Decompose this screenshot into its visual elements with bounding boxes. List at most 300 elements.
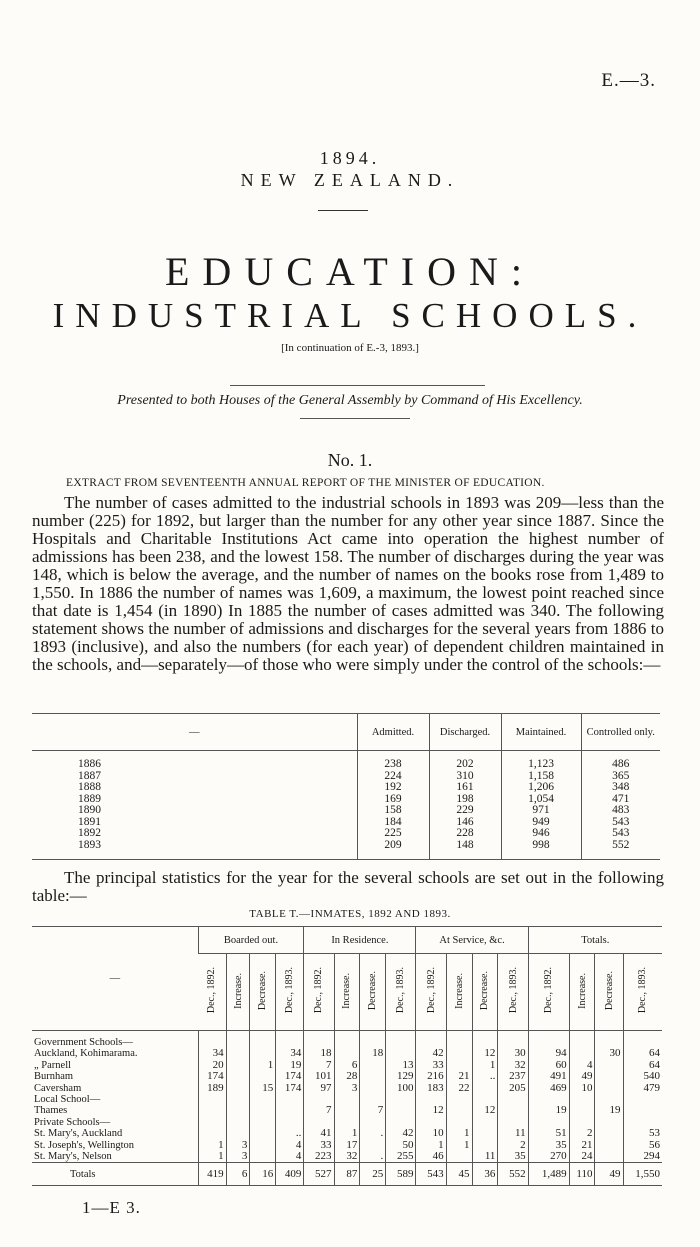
- value-cell: 64: [623, 1060, 662, 1071]
- value-cell: 237: [498, 1071, 528, 1082]
- table-row: [32, 782, 660, 794]
- value-cell: [386, 1094, 416, 1105]
- value-cell: 1: [446, 1128, 472, 1139]
- sub-column-label: Dec., 1893.: [637, 967, 649, 1014]
- school-name-cell: St. Mary's, Auckland: [34, 1128, 123, 1140]
- divider: [318, 210, 368, 211]
- value-cell: 34: [276, 1048, 304, 1059]
- value-cell: [623, 1031, 662, 1049]
- total-value-cell: 110: [569, 1163, 595, 1186]
- value-cell: [569, 1105, 595, 1116]
- value-cell: [226, 1071, 250, 1082]
- document-reference: E.—3.: [601, 70, 656, 91]
- value-cell: 255: [386, 1151, 416, 1163]
- value-cell: 543: [581, 817, 660, 829]
- value-cell: 33: [416, 1060, 446, 1071]
- value-cell: [360, 1031, 386, 1049]
- school-name-cell: Local School—: [34, 1094, 101, 1106]
- value-cell: [595, 1117, 623, 1128]
- total-value-cell: 16: [250, 1163, 276, 1186]
- value-cell: ..: [276, 1128, 304, 1139]
- value-cell: 3: [226, 1151, 250, 1163]
- table-row: [32, 817, 660, 829]
- group-header: In Residence.: [304, 927, 416, 954]
- value-cell: 12: [472, 1048, 498, 1059]
- group-header: At Service, &c.: [416, 927, 528, 954]
- value-cell: 51: [528, 1128, 569, 1139]
- value-cell: [360, 1071, 386, 1082]
- total-value-cell: 49: [595, 1163, 623, 1186]
- value-cell: 1: [198, 1151, 226, 1163]
- value-cell: 471: [581, 794, 660, 806]
- value-cell: 540: [623, 1071, 662, 1082]
- value-cell: 28: [334, 1071, 360, 1082]
- table-row: [32, 1048, 662, 1059]
- value-cell: 310: [429, 771, 501, 783]
- column-header: Controlled only.: [581, 714, 660, 751]
- value-cell: 15: [250, 1083, 276, 1094]
- column-header: Discharged.: [429, 714, 501, 751]
- value-cell: [250, 1094, 276, 1105]
- value-cell: [623, 1094, 662, 1105]
- section-number: No. 1.: [327, 450, 373, 470]
- value-cell: [334, 1031, 360, 1049]
- value-cell: 223: [304, 1151, 334, 1163]
- value-cell: 17: [334, 1140, 360, 1151]
- value-cell: [334, 1105, 360, 1116]
- value-cell: 35: [528, 1140, 569, 1151]
- value-cell: [498, 1094, 528, 1105]
- value-cell: 174: [198, 1071, 226, 1082]
- value-cell: 205: [498, 1083, 528, 1094]
- value-cell: 21: [446, 1071, 472, 1082]
- total-value-cell: 45: [446, 1163, 472, 1186]
- value-cell: [498, 1105, 528, 1116]
- value-cell: 479: [623, 1083, 662, 1094]
- value-cell: 1,206: [501, 782, 581, 794]
- value-cell: [250, 1128, 276, 1139]
- sub-column-header: [226, 954, 250, 1031]
- page-footer: 1—E 3.: [82, 1198, 141, 1217]
- value-cell: 486: [581, 751, 660, 771]
- table-row: [32, 1071, 662, 1082]
- value-cell: [226, 1060, 250, 1071]
- value-cell: 1,123: [501, 751, 581, 771]
- value-cell: 60: [528, 1060, 569, 1071]
- column-header: —: [32, 927, 198, 1031]
- total-value-cell: 527: [304, 1163, 334, 1186]
- value-cell: 2: [498, 1140, 528, 1151]
- total-value-cell: 1,489: [528, 1163, 569, 1186]
- value-cell: 158: [357, 805, 429, 817]
- year-cell: 1889: [78, 792, 101, 805]
- school-name-cell: „ Parnell: [34, 1059, 72, 1071]
- school-name-cell: Thames: [34, 1105, 68, 1117]
- value-cell: 348: [581, 782, 660, 794]
- value-cell: 21: [569, 1140, 595, 1151]
- sub-column-header: [304, 954, 334, 1031]
- school-name-cell: Government Schools—: [34, 1037, 133, 1048]
- value-cell: 491: [528, 1071, 569, 1082]
- value-cell: 53: [623, 1128, 662, 1139]
- value-cell: [498, 1031, 528, 1049]
- school-name-cell: Burnham: [34, 1071, 74, 1083]
- value-cell: [276, 1105, 304, 1116]
- table-row: [32, 1105, 662, 1116]
- total-value-cell: 552: [498, 1163, 528, 1186]
- sub-column-label: Increase.: [341, 972, 353, 1009]
- value-cell: 1: [250, 1060, 276, 1071]
- value-cell: 2: [569, 1128, 595, 1139]
- sub-column-header: [528, 954, 569, 1031]
- group-header: Totals.: [528, 927, 662, 954]
- table-row: [32, 1117, 662, 1128]
- value-cell: 56: [623, 1140, 662, 1151]
- value-cell: 49: [569, 1071, 595, 1082]
- value-cell: [472, 1083, 498, 1094]
- value-cell: 1: [334, 1128, 360, 1139]
- sub-column-header: [416, 954, 446, 1031]
- value-cell: [446, 1048, 472, 1059]
- sub-column-header: [446, 954, 472, 1031]
- sub-column-header: [360, 954, 386, 1031]
- section-heading: EXTRACT FROM SEVENTEENTH ANNUAL REPORT OF THE MINISTER OF EDUCATION.: [66, 477, 545, 489]
- value-cell: 50: [386, 1140, 416, 1151]
- sub-column-header: [472, 954, 498, 1031]
- totals-row: [32, 1163, 662, 1186]
- value-cell: 7: [360, 1105, 386, 1116]
- value-cell: 146: [429, 817, 501, 829]
- value-cell: 13: [386, 1060, 416, 1071]
- value-cell: [446, 1105, 472, 1116]
- sub-column-label: Dec., 1893.: [507, 967, 519, 1014]
- school-name-cell: Private Schools—: [34, 1116, 111, 1128]
- body-paragraph: The number of cases admitted to the industrial schools in 1893 was 209—less than the number (225) for 1892, but larger than the number for any other year since 1887. Since the Hospitals and Charitable Institutions Act came into operation the highest number of admissions has been 238, and the lowest 158. The number of discharges during the year was 148, which is below the average, and the number of names on the books rose from 1,489 to 1,550. In 1886 the number of names was 1,609, a maximum, the lowest point reached since that date is 1,454 (in 1890) In 1885 the number of cases admitted was 340. The following statement shows the number of admissions and discharges for the several years from 1886 to 1893 (inclusive), and also the numbers (for each year) of dependent children maintained in the schools, and—separately—of those who were simply under the control of the schools:—: [32, 493, 664, 674]
- table-row: [32, 1083, 662, 1094]
- value-cell: 4: [276, 1151, 304, 1163]
- table-row: [32, 840, 660, 860]
- value-cell: [595, 1031, 623, 1049]
- total-value-cell: 543: [416, 1163, 446, 1186]
- sub-column-label: Increase.: [453, 972, 465, 1009]
- value-cell: [276, 1031, 304, 1049]
- value-cell: 971: [501, 805, 581, 817]
- value-cell: 6: [334, 1060, 360, 1071]
- table-header-row: [32, 714, 660, 751]
- divider: [230, 385, 485, 386]
- value-cell: ..: [472, 1071, 498, 1082]
- column-header: Maintained.: [501, 714, 581, 751]
- total-value-cell: 1,550: [623, 1163, 662, 1186]
- value-cell: .: [360, 1151, 386, 1163]
- value-cell: 19: [276, 1060, 304, 1071]
- value-cell: 270: [528, 1151, 569, 1163]
- value-cell: 184: [357, 817, 429, 829]
- value-cell: [386, 1031, 416, 1049]
- sub-column-label: Decrease.: [367, 970, 379, 1011]
- value-cell: 1: [446, 1140, 472, 1151]
- group-header-row: [32, 927, 662, 954]
- table-row: [32, 1151, 662, 1163]
- value-cell: 4: [569, 1060, 595, 1071]
- table-row: [32, 1128, 662, 1139]
- value-cell: 365: [581, 771, 660, 783]
- year-cell: 1890: [78, 804, 101, 816]
- value-cell: 949: [501, 817, 581, 829]
- value-cell: 32: [498, 1060, 528, 1071]
- body-paragraph: The principal statistics for the year for the several schools are set out in the following table:—: [32, 868, 664, 905]
- value-cell: 148: [429, 840, 501, 860]
- value-cell: 11: [472, 1151, 498, 1163]
- value-cell: [446, 1151, 472, 1163]
- value-cell: 294: [623, 1151, 662, 1163]
- sub-column-header: [623, 954, 662, 1031]
- sub-column-label: Dec., 1893.: [284, 967, 296, 1014]
- sub-column-header: [276, 954, 304, 1031]
- value-cell: [250, 1071, 276, 1082]
- value-cell: 94: [528, 1048, 569, 1059]
- value-cell: 169: [357, 794, 429, 806]
- value-cell: 1: [198, 1140, 226, 1151]
- value-cell: 97: [304, 1083, 334, 1094]
- country-heading: NEW ZEALAND.: [240, 170, 460, 190]
- year-cell: 1891: [78, 815, 101, 828]
- value-cell: 198: [429, 794, 501, 806]
- document-year: 1894.: [319, 148, 381, 168]
- sub-column-label: Decrease.: [603, 970, 615, 1011]
- value-cell: [276, 1094, 304, 1105]
- sub-column-header: [498, 954, 528, 1031]
- sub-column-header: [595, 954, 623, 1031]
- value-cell: 33: [304, 1140, 334, 1151]
- page-title: EDUCATION:: [165, 249, 535, 294]
- value-cell: [595, 1060, 623, 1071]
- value-cell: [198, 1031, 226, 1049]
- value-cell: [226, 1094, 250, 1105]
- value-cell: 946: [501, 828, 581, 840]
- continuation-note: [In continuation of E.-3, 1893.]: [281, 342, 419, 354]
- value-cell: [623, 1105, 662, 1116]
- value-cell: 7: [304, 1105, 334, 1116]
- value-cell: 228: [429, 828, 501, 840]
- value-cell: [198, 1128, 226, 1139]
- value-cell: 998: [501, 840, 581, 860]
- value-cell: [226, 1031, 250, 1049]
- column-header: —: [32, 714, 357, 751]
- value-cell: [226, 1117, 250, 1128]
- total-value-cell: 409: [276, 1163, 304, 1186]
- value-cell: [198, 1117, 226, 1128]
- value-cell: 192: [357, 782, 429, 794]
- value-cell: 129: [386, 1071, 416, 1082]
- sub-column-label: Dec., 1892.: [543, 967, 555, 1014]
- value-cell: [360, 1060, 386, 1071]
- value-cell: 189: [198, 1083, 226, 1094]
- value-cell: [250, 1117, 276, 1128]
- value-cell: 35: [498, 1151, 528, 1163]
- total-value-cell: 419: [198, 1163, 226, 1186]
- page-subtitle: INDUSTRIAL SCHOOLS.: [52, 296, 648, 335]
- value-cell: 101: [304, 1071, 334, 1082]
- totals-label: Totals: [32, 1163, 198, 1186]
- value-cell: [472, 1128, 498, 1139]
- value-cell: 30: [595, 1048, 623, 1059]
- value-cell: [595, 1151, 623, 1163]
- value-cell: 42: [416, 1048, 446, 1059]
- value-cell: [198, 1094, 226, 1105]
- value-cell: 229: [429, 805, 501, 817]
- school-name-cell: Caversham: [34, 1082, 82, 1094]
- admissions-table: [32, 713, 660, 860]
- value-cell: 24: [569, 1151, 595, 1163]
- value-cell: [226, 1128, 250, 1139]
- value-cell: 18: [360, 1048, 386, 1059]
- sub-column-header: [334, 954, 360, 1031]
- value-cell: [250, 1031, 276, 1049]
- value-cell: 161: [429, 782, 501, 794]
- presented-note: Presented to both Houses of the General Assembly by Command of His Excellency.: [117, 393, 583, 408]
- value-cell: 543: [581, 828, 660, 840]
- sub-column-header: [569, 954, 595, 1031]
- value-cell: 22: [446, 1083, 472, 1094]
- total-value-cell: 87: [334, 1163, 360, 1186]
- value-cell: 10: [416, 1128, 446, 1139]
- value-cell: [198, 1105, 226, 1116]
- value-cell: .: [360, 1128, 386, 1139]
- value-cell: [595, 1128, 623, 1139]
- value-cell: 238: [357, 751, 429, 771]
- value-cell: 3: [334, 1083, 360, 1094]
- value-cell: [250, 1140, 276, 1151]
- value-cell: 64: [623, 1048, 662, 1059]
- value-cell: [226, 1105, 250, 1116]
- table-row: [32, 751, 660, 771]
- year-cell: 1893: [78, 838, 101, 851]
- value-cell: 1,054: [501, 794, 581, 806]
- value-cell: 41: [304, 1128, 334, 1139]
- value-cell: 19: [528, 1105, 569, 1116]
- school-name-cell: Auckland, Kohimarama.: [34, 1048, 138, 1060]
- value-cell: [386, 1105, 416, 1116]
- value-cell: 174: [276, 1083, 304, 1094]
- value-cell: 7: [304, 1060, 334, 1071]
- value-cell: [569, 1094, 595, 1105]
- sub-column-label: Dec., 1893.: [395, 967, 407, 1014]
- sub-column-label: Dec., 1892.: [206, 967, 218, 1014]
- school-name-cell: St. Joseph's, Wellington: [34, 1139, 135, 1151]
- value-cell: [595, 1071, 623, 1082]
- total-value-cell: 36: [472, 1163, 498, 1186]
- value-cell: [304, 1031, 334, 1049]
- value-cell: 183: [416, 1083, 446, 1094]
- total-value-cell: 6: [226, 1163, 250, 1186]
- group-header: Boarded out.: [198, 927, 304, 954]
- total-value-cell: 589: [386, 1163, 416, 1186]
- column-header: Admitted.: [357, 714, 429, 751]
- value-cell: [250, 1151, 276, 1163]
- value-cell: 42: [386, 1128, 416, 1139]
- value-cell: 552: [581, 840, 660, 860]
- value-cell: 11: [498, 1128, 528, 1139]
- value-cell: [334, 1094, 360, 1105]
- value-cell: [528, 1031, 569, 1049]
- sub-column-label: Dec., 1892.: [425, 967, 437, 1014]
- value-cell: 4: [276, 1140, 304, 1151]
- sub-column-header: [386, 954, 416, 1031]
- total-value-cell: 25: [360, 1163, 386, 1186]
- value-cell: 34: [198, 1048, 226, 1059]
- year-cell: 1887: [78, 769, 101, 782]
- table-row: [32, 1094, 662, 1105]
- sub-column-label: Decrease.: [479, 970, 491, 1011]
- table-row: [32, 805, 660, 817]
- year-cell: 1892: [78, 827, 101, 839]
- value-cell: [360, 1083, 386, 1094]
- value-cell: 46: [416, 1151, 446, 1163]
- table-row: [32, 1031, 662, 1049]
- value-cell: [446, 1031, 472, 1049]
- value-cell: 20: [198, 1060, 226, 1071]
- value-cell: 483: [581, 805, 660, 817]
- inmates-table: [32, 926, 662, 1186]
- value-cell: [595, 1140, 623, 1151]
- year-cell: 1888: [78, 781, 101, 793]
- value-cell: 19: [595, 1105, 623, 1116]
- value-cell: [595, 1083, 623, 1094]
- value-cell: [226, 1083, 250, 1094]
- sub-column-label: Decrease.: [257, 970, 269, 1011]
- value-cell: 1: [472, 1060, 498, 1071]
- value-cell: 3: [226, 1140, 250, 1151]
- year-cell: 1886: [78, 758, 101, 770]
- value-cell: 100: [386, 1083, 416, 1094]
- sub-column-label: Dec., 1892.: [313, 967, 325, 1014]
- value-cell: 1: [416, 1140, 446, 1151]
- value-cell: 209: [357, 840, 429, 860]
- value-cell: [416, 1031, 446, 1049]
- value-cell: [569, 1031, 595, 1049]
- value-cell: 10: [569, 1083, 595, 1094]
- value-cell: 18: [304, 1048, 334, 1059]
- value-cell: 30: [498, 1048, 528, 1059]
- table-row: [32, 794, 660, 806]
- value-cell: 469: [528, 1083, 569, 1094]
- sub-column-label: Increase.: [232, 972, 244, 1009]
- value-cell: [226, 1048, 250, 1059]
- school-name-cell: St. Mary's, Nelson: [34, 1151, 112, 1163]
- sub-column-label: Increase.: [576, 972, 588, 1009]
- sub-column-header: [198, 954, 226, 1031]
- divider: [300, 418, 410, 419]
- value-cell: [446, 1094, 472, 1105]
- value-cell: [250, 1105, 276, 1116]
- value-cell: [472, 1117, 498, 1128]
- table-row: [32, 828, 660, 840]
- table-caption: TABLE T.—INMATES, 1892 AND 1893.: [249, 908, 451, 920]
- value-cell: 12: [416, 1105, 446, 1116]
- value-cell: [472, 1031, 498, 1049]
- value-cell: 216: [416, 1071, 446, 1082]
- value-cell: 1,158: [501, 771, 581, 783]
- value-cell: 32: [334, 1151, 360, 1163]
- value-cell: 174: [276, 1071, 304, 1082]
- sub-column-header: [250, 954, 276, 1031]
- value-cell: 224: [357, 771, 429, 783]
- value-cell: 225: [357, 828, 429, 840]
- value-cell: 202: [429, 751, 501, 771]
- table-row: [32, 771, 660, 783]
- value-cell: 12: [472, 1105, 498, 1116]
